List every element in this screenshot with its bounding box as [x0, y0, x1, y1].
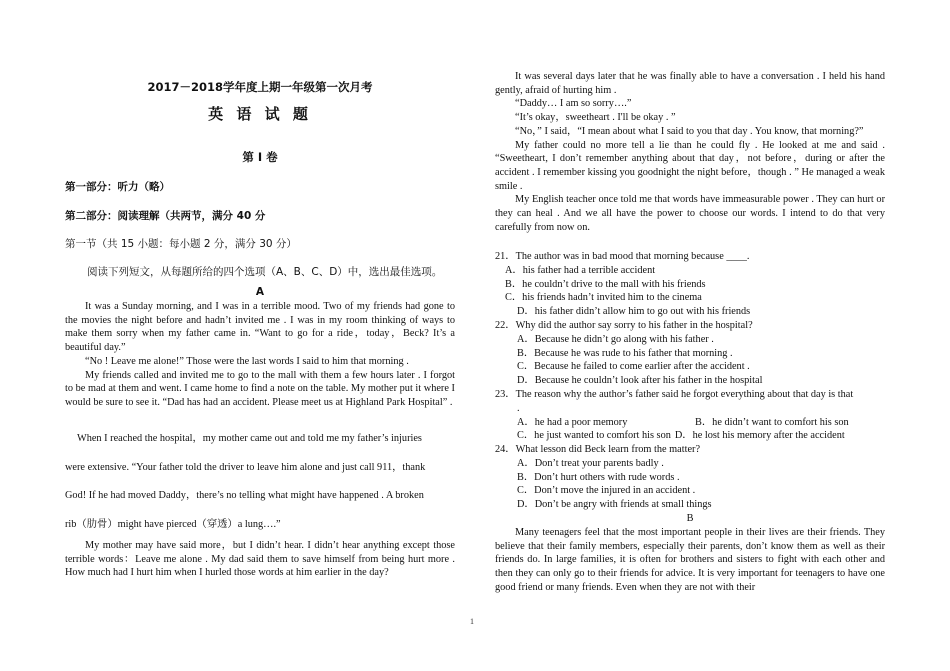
section1-heading: 第一节（共 15 小题：每小题 2 分，满分 30 分）	[65, 238, 297, 250]
question-stem: 23．The reason why the author’s father said he forgot everything about that day is that	[495, 389, 854, 400]
passage-a-p2: “No ! Leave me alone!” Those were the last words I said to him that morning .	[85, 355, 409, 367]
exam-title: 2017－2018学年度上期一年级第一次月考	[147, 80, 373, 94]
question-23	[495, 388, 853, 443]
option-b: B．he couldn’t drive to the mall with his friends	[505, 278, 706, 290]
option-a: A．he had a poor memory	[517, 416, 628, 428]
option-c: C．Because he failed to come earlier after the accident .	[517, 361, 750, 373]
option-a: A．his father had a terrible accident	[505, 264, 656, 276]
option-a: A．Don’t treat your parents badly .	[517, 457, 664, 469]
part1-heading: 第一部分：听力（略）	[65, 181, 170, 193]
passage-a-p6: It was several days later that he was finally able to have a conversation . I held his hand gently, afraid of hurting him .	[495, 71, 885, 96]
option-d: D．Because he couldn’t look after his father in the hospital	[517, 375, 763, 387]
passage-a-block1	[65, 300, 455, 410]
passage-a-p8: “It’s okay，sweetheart . I'll be okay . ”	[515, 112, 676, 124]
passage-a-block2	[65, 539, 455, 580]
option-d: D．he lost his memory after the accident	[674, 430, 845, 442]
question-stem: 21．The author was in bad mood that morning because ____.	[495, 251, 750, 262]
passage-a-p10: My father could no more tell a lie than he could fly . He looked at me and said . “Sweetheart, I don’t remember anything about that day，not before，during or after the accident . I remember kissing you goodnight the night before，though . ” He managed a weak smile .	[495, 139, 885, 192]
option-c: C．Don’t move the injured in an accident .	[517, 485, 696, 497]
passage-b	[495, 526, 885, 595]
passage-a-p5: My mother may have said more，but I didn’t hear. I didn’t hear anything except those terrible words：Leave me alone . My dad said them to save himself from being hurt more . How much had I hurt him when I hurled those words at him earlier in the day?	[65, 540, 455, 579]
subject-title: 英 语 试 题	[208, 105, 312, 123]
option-c: C．his friends hadn’t invited him to the cinema	[505, 292, 702, 304]
question-stem: 22．Why did the author say sorry to his father in the hospital?	[495, 320, 753, 331]
options-row-cd	[495, 429, 853, 443]
passage-a-p11: My English teacher once told me that words have immeasurable power . They can hurt or they can heal . And we all have the power to choose our words. I intend to do that very carefully from now on.	[495, 194, 885, 233]
passage-a-label: A	[255, 286, 265, 298]
instruction-text: 阅读下列短文，从每题所给的四个选项（A、B、C、D）中，选出最佳选项。	[87, 266, 443, 278]
passage-a-p3: My friends called and invited me to go to the mall with them a few hours later . I forgot to be mad at them and went. I came home to find a note on the table. My mother put it where I would be sure to see it. “Dad has had an accident. Please meet us at Highland Park Hospital” .	[65, 369, 455, 408]
part2-heading: 第二部分：阅读理解（共两节，满分 40 分	[65, 210, 266, 222]
option-b: B．Because he was rude to his father that morning .	[517, 347, 733, 359]
option-d: D．his father didn’t allow him to go out with his friends	[517, 306, 751, 318]
option-d: D．Don’t be angry with friends at small things	[517, 499, 712, 511]
volume-title: 第 Ⅰ 卷	[242, 150, 278, 164]
passage-a-p9: “No，” I said，“I mean about what I said to you that day . You know, that morning?”	[515, 125, 864, 137]
question-24	[495, 443, 712, 512]
option-c: C．he just wanted to comfort his son	[517, 430, 671, 442]
passage-a-continued	[495, 70, 885, 234]
passage-a-p4-line2: were extensive. “Your father told the driver to leave him alone and just call 911，thank	[65, 462, 426, 473]
option-a: A．Because he didn’t go along with his father .	[517, 333, 714, 345]
question-22	[495, 319, 762, 388]
passage-b-p1: Many teenagers feel that the most important people in their lives are their friends. They believe that their family members, especially their parents, don’t know them as well as their friends do. In large families, it is often for brothers and sisters to fight with each other and then they can only go to their friends for advice. It is very important for teenagers to have one good friend or many friends. Even when they are not with their	[495, 527, 885, 593]
option-b: B．he didn’t want to comfort his son	[695, 416, 849, 428]
options-row-ab	[495, 416, 853, 430]
passage-a-p7: “Daddy… I am so sorry….”	[515, 98, 632, 110]
option-b: B．Don’t hurt others with rude words .	[517, 471, 680, 483]
question-stem: 24．What lesson did Beck learn from the matter?	[495, 444, 701, 455]
question-stem-cont: .	[517, 402, 520, 414]
page-number: 1	[470, 617, 474, 626]
passage-a-p1: It was a Sunday morning, and I was in a terrible mood. Two of my friends had gone to the movies the night before and hadn’t invited me . I was in my room thinking of ways to make them sorry when my father came in. “Want to go for a ride，today，Beck? It’s a beautiful day.”	[65, 301, 455, 354]
passage-a-p4-line4: rib（肋骨）might have pierced（穿透）a lung….”	[65, 519, 281, 530]
passage-a-p4-line1: When I reached the hospital，my mother came out and told me my father’s injuries	[77, 433, 422, 444]
passage-a-p4-line3: God! If he had moved Daddy，there’s no telling what might have happened . A broken	[65, 490, 424, 501]
passage-b-label: B	[686, 513, 694, 524]
question-21	[495, 250, 750, 319]
